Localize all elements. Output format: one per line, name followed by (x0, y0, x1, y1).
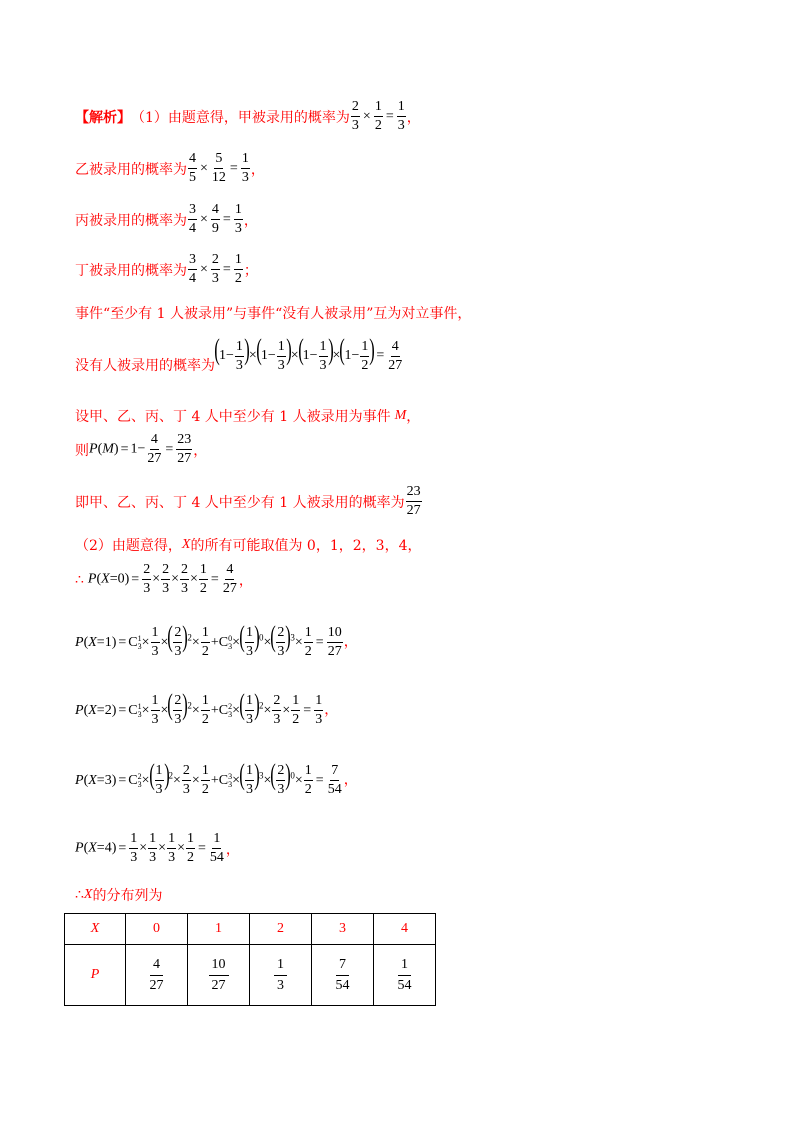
line-jia: 【解析】 （1）由题意得，甲被录用的概率为 $\frac{2}{3}$ × $\frac{1}{2}$ = $\frac{1}{3}$ ， (75, 99, 421, 133)
formula-px3: P(X=3) = C 2 3 ×( $\frac{1}{3}$ )$^2$× $\frac{2}{3}$ × $\frac{1}{2}$ +C 3 3 ×( $\frac{1}{3}$ )$^3$×( $\frac{2}{3}$ )$^0$× $\frac{1}{2}$ = $\frac{7}{54}$ (75, 758, 342, 798)
table-cell: 4 (374, 914, 436, 945)
distribution-table (64, 913, 436, 1006)
formula-ji: $\frac{23}{27}$ (406, 484, 421, 518)
analysis-tag: 【解析】 (75, 109, 131, 126)
line-none (75, 333, 404, 375)
var-X: X (181, 537, 191, 552)
setM-text: 设甲、乙、丙、丁 4 人中至少有 1 人被录用为事件 (75, 409, 391, 425)
formula-px1: P(X=1) = C 1 3 × $\frac{1}{3}$ ×( $\frac{2}{3}$ )$^2$× $\frac{1}{2}$ +C 0 3 ×( $\frac{1}{3}$ )$^0$×( $\frac{2}{3}$ )$^3$× $\frac{1}{2}$ = $\frac{10}{27}$ (75, 620, 342, 660)
frac-num: 4 (150, 957, 163, 975)
line-px0: ∴ P(X=0) = $\frac{2}{3}$ × $\frac{2}{3}$ × $\frac{2}{3}$ × $\frac{1}{2}$ = $\frac{4}{27}$ ， (75, 562, 253, 596)
line-ji (75, 485, 423, 518)
table-row (65, 945, 436, 1006)
line-bing: 丙被录用的概率为 $\frac{3}{4}$ × $\frac{4}{9}$ = $\frac{1}{3}$ ， (75, 202, 258, 236)
line-px2: P(X=2) = C 1 3 × $\frac{1}{3}$ ×( $\frac{2}{3}$ )$^2$× $\frac{1}{2}$ +C 2 3 ×( $\frac{1}{3}$ )$^2$× $\frac{2}{3}$ × $\frac{1}{2}$ = $\frac{1}{3}$ ， (75, 688, 339, 728)
line-ding: 丁被录用的概率为 $\frac{3}{4}$ × $\frac{2}{3}$ = $\frac{1}{2}$ ； (75, 252, 258, 286)
part1-text: （1）由题意得，甲被录用的概率为 (131, 109, 350, 126)
table-cell: 3 (312, 914, 374, 945)
formula-px4: P(X=4) = $\frac{1}{3}$ × $\frac{1}{3}$ × $\frac{1}{3}$ × $\frac{1}{2}$ = $\frac{1}{54}$ (75, 831, 224, 865)
formula-ding: $\frac{3}{4}$ × $\frac{2}{3}$ = $\frac{1}{2}$ (189, 252, 242, 286)
frac-den: 54 (335, 977, 350, 993)
line-setM: 设甲、乙、丙、丁 4 人中至少有 1 人被录用为事件 M ， (75, 408, 421, 425)
line-px3: P(X=3) = C 2 3 ×( $\frac{1}{3}$ )$^2$× $\frac{2}{3}$ × $\frac{1}{2}$ +C 3 3 ×( $\frac{1}{3}$ )$^3$×( $\frac{2}{3}$ )$^0$× $\frac{1}{2}$ = $\frac{7}{54}$ ， (75, 758, 358, 798)
therefore-symbol: ∴ (75, 571, 84, 588)
frac-num: 10 (209, 957, 229, 975)
formula-bing: $\frac{3}{4}$ × $\frac{4}{9}$ = $\frac{1}{3}$ (189, 202, 242, 236)
formula-yi: $\frac{4}{5}$ × $\frac{5}{12}$ = $\frac{1}{3}$ (189, 151, 249, 185)
ding-text: 丁被录用的概率为 (75, 262, 187, 279)
formula-px0: P(X=0) = $\frac{2}{3}$ × $\frac{2}{3}$ × $\frac{2}{3}$ × $\frac{1}{2}$ = $\frac{4}{27}$ (87, 562, 237, 596)
frac-den: 54 (397, 977, 412, 993)
yi-text: 乙被录用的概率为 (75, 161, 187, 178)
formula-jia: $\frac{2}{3}$ × $\frac{1}{2}$ = $\frac{1}{3}$ (351, 99, 405, 133)
table-cell: 1 (188, 914, 250, 945)
therefore-symbol-2: ∴ (75, 887, 84, 903)
table-cell (374, 945, 436, 1006)
table-cell: X (65, 914, 126, 945)
event-M: M (394, 408, 407, 423)
table-cell: 0 (126, 914, 188, 945)
line-part2 (75, 535, 421, 555)
frac-num: 1 (398, 957, 411, 975)
bing-text: 丙被录用的概率为 (75, 212, 187, 229)
line-dist (75, 885, 162, 905)
table-header-row (65, 914, 436, 945)
dist-text: 的分布列为 (92, 888, 163, 904)
line-px1: P(X=1) = C 1 3 × $\frac{1}{3}$ ×( $\frac{2}{3}$ )$^2$× $\frac{1}{2}$ +C 0 3 ×( $\frac{1}{3}$ )$^0$×( $\frac{2}{3}$ )$^3$× $\frac{1}{2}$ = $\frac{10}{27}$ ， (75, 620, 358, 660)
frac-den: 27 (149, 977, 164, 993)
table-cell (188, 945, 250, 1006)
event-text: 事件“至少有 1 人被录用”与事件“没有人被录用”互为对立事件， (75, 306, 472, 322)
frac-num: 7 (336, 957, 349, 975)
table-cell (126, 945, 188, 1006)
ji-text: 即甲、乙、丙、丁 4 人中至少有 1 人被录用的概率为 (75, 494, 405, 511)
line-event (75, 303, 471, 323)
part2b-text: 的所有可能取值为 0，1，2，3，4， (190, 538, 422, 554)
var-X-2: X (83, 887, 93, 902)
ze-text: 则 (75, 442, 89, 459)
table-cell (312, 945, 374, 1006)
frac-num: 1 (274, 957, 287, 975)
table-cell: 2 (250, 914, 312, 945)
line-px4: P(X=4) = $\frac{1}{3}$ × $\frac{1}{3}$ × $\frac{1}{3}$ × $\frac{1}{2}$ = $\frac{1}{54}$ ， (75, 831, 240, 865)
none-text: 没有人被录用的概率为 (75, 358, 215, 374)
formula-none: (1− $\frac{1}{3}$ )×(1− $\frac{1}{3}$ )×(1− $\frac{1}{3}$ )×(1− $\frac{1}{2}$ )= $\frac{4}{27}$ (214, 333, 403, 373)
frac-den: 3 (277, 977, 284, 993)
table-cell: P (65, 945, 126, 1006)
part2-text: （2）由题意得， (75, 538, 182, 554)
formula-PM: P(M) = 1− $\frac{4}{27}$ = $\frac{23}{27}$ (89, 432, 192, 466)
frac-den: 27 (211, 977, 226, 993)
line-yi: 乙被录用的概率为 $\frac{4}{5}$ × $\frac{5}{12}$ = $\frac{1}{3}$ ， (75, 151, 265, 185)
table-cell (250, 945, 312, 1006)
line-ze: 则 P(M) = 1− $\frac{4}{27}$ = $\frac{23}{27}$ ， (75, 432, 208, 466)
formula-px2: P(X=2) = C 1 3 × $\frac{1}{3}$ ×( $\frac{2}{3}$ )$^2$× $\frac{1}{2}$ +C 2 3 ×( $\frac{1}{3}$ )$^2$× $\frac{2}{3}$ × $\frac{1}{2}$ = $\frac{1}{3}$ (75, 688, 323, 728)
